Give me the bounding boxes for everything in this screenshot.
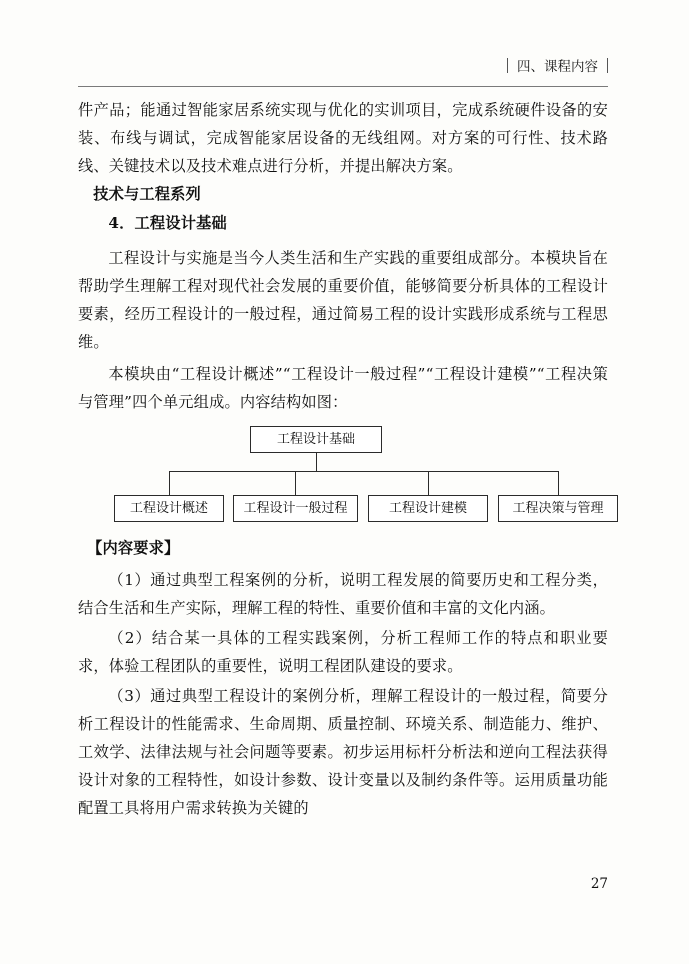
diagram-leaf-node-3: 工程设计建模 (368, 495, 488, 522)
diagram-connector-horizontal (169, 471, 558, 472)
requirement-item-1: （1）通过典型工程案例的分析，说明工程发展的简要历史和工程分类，结合生活和生产实际，理解工程的特性、重要价值和丰富的文化内涵。 (78, 571, 608, 617)
paragraph-2: 本模块由“工程设计概述”“工程设计一般过程”“工程设计建模”“工程决策与管理”四个单元组成。内容结构如图： (78, 365, 608, 411)
diagram-leaf-node-1: 工程设计概述 (114, 495, 224, 522)
paragraph-continued: 件产品；能通过智能家居系统实现与优化的实训项目，完成系统硬件设备的安装、布线与调试，完成智能家居设备的无线组网。对方案的可行性、技术路线、关键技术以及技术难点进行分析，并提出解决方案。 (78, 101, 608, 175)
diagram-leaf-node-4: 工程决策与管理 (498, 495, 618, 522)
paragraph-1: 工程设计与实施是当今人类生活和生产实践的重要组成部分。本模块旨在帮助学生理解工程对现代社会发展的重要价值，能够简要分析具体的工程设计要素，经历工程设计的一般过程，通过简易工程的设计实践形成系统与工程思维。 (78, 249, 608, 351)
diagram-connector-branch-3 (428, 471, 429, 495)
requirement-item-2: （2）结合某一具体的工程实践案例，分析工程师工作的特点和职业要求，体验工程团队的重要性，说明工程团队建设的要求。 (78, 629, 608, 675)
diagram-root-node: 工程设计基础 (250, 426, 382, 453)
header-left-rule-icon (507, 58, 508, 73)
page-header (507, 55, 608, 75)
diagram-leaf-node-2: 工程设计一般过程 (233, 495, 358, 522)
page-number: 27 (590, 876, 608, 892)
diagram-connector-root-down (316, 453, 317, 471)
section-heading-text: 工程设计基础 (134, 214, 227, 232)
section-number: 4． (108, 214, 135, 232)
requirements-heading: 【内容要求】 (87, 539, 180, 557)
header-section-label: 四、课程内容 (517, 59, 598, 75)
page-body (78, 96, 608, 822)
page-content-area (78, 0, 608, 964)
header-right-rule-icon (607, 58, 608, 73)
header-divider (78, 86, 608, 87)
requirement-item-3: （3）通过典型工程设计的案例分析，理解工程设计的一般过程，简要分析工程设计的性能需求、生命周期、质量控制、环境关系、制造能力、维护、工效学、法律法规与社会问题等要素。初步运用标杆分析法和逆向工程法获得设计对象的工程特性，如设计参数、设计变量以及制约条件等。运用质量功能配置工具将用户需求转换为关键的 (78, 687, 608, 817)
diagram-connector-branch-1 (169, 471, 170, 495)
diagram-connector-branch-4 (558, 471, 559, 495)
diagram-connector-branch-2 (295, 471, 296, 495)
structure-diagram (78, 426, 608, 522)
series-heading: 技术与工程系列 (93, 185, 201, 203)
section-heading (78, 208, 608, 238)
